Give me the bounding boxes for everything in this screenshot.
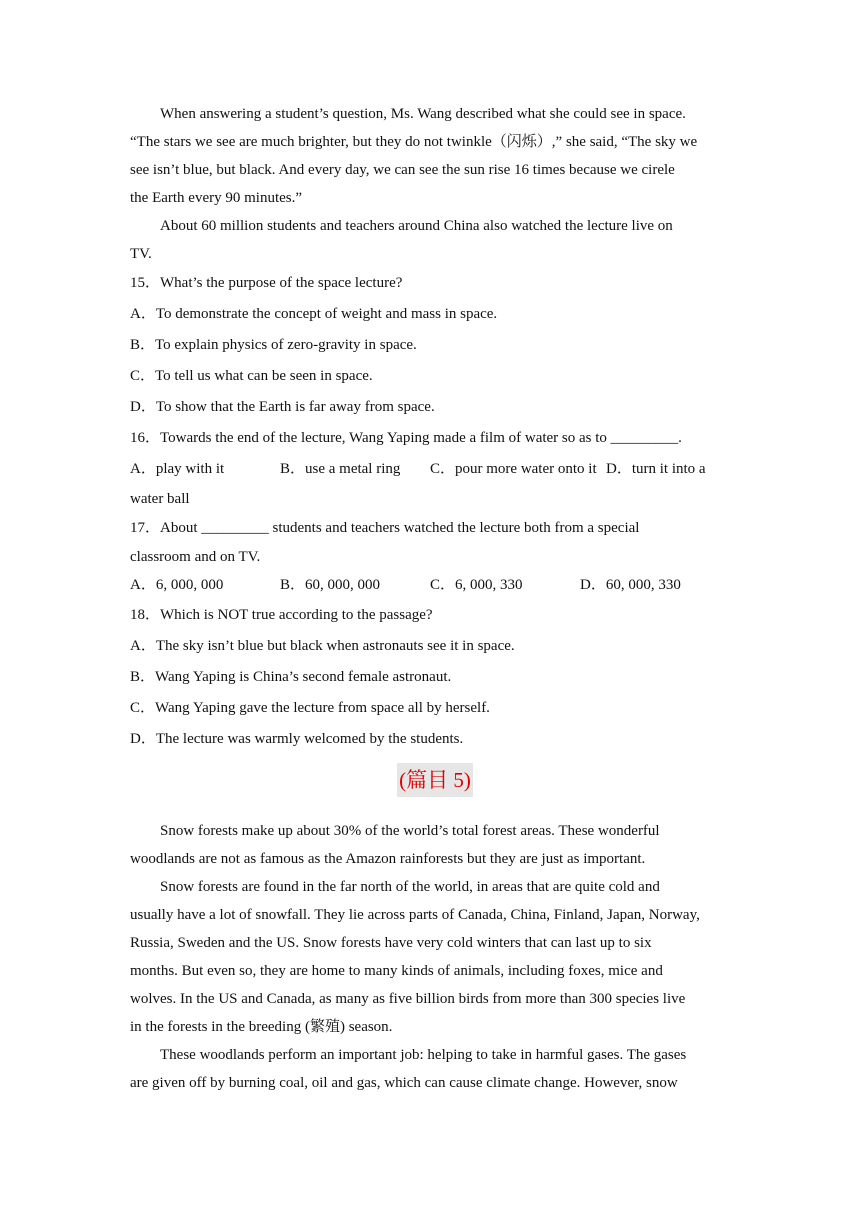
options-row	[130, 571, 740, 600]
passage-paragraph	[130, 212, 740, 268]
text-line: Russia, Sweden and the US. Snow forests have very cold winters that can last up to six	[130, 935, 652, 951]
text-line: in the forests in the breeding (繁殖) season.	[130, 1019, 393, 1035]
question-16	[130, 423, 740, 513]
option-b: B．Wang Yaping is China’s second female astronaut.	[130, 669, 452, 685]
text-line: usually have a lot of snowfall. They lie across parts of Canada, China, Finland, Japan, Norway,	[130, 907, 700, 923]
option-d: D．60, 000, 330	[580, 577, 681, 593]
section-heading-wrap	[130, 763, 740, 799]
option-d: D．To show that the Earth is far away from space.	[130, 399, 435, 415]
passage-paragraph	[130, 1041, 740, 1097]
text-line: When answering a student’s question, Ms. Wang described what she could see in space.	[160, 106, 686, 122]
question-stem: 15．What’s the purpose of the space lecture?	[130, 275, 403, 291]
option-c: C．6, 000, 330	[430, 577, 523, 593]
passage-paragraph	[130, 100, 740, 212]
option-d: D．turn it into a	[606, 461, 706, 477]
passage-paragraph	[130, 817, 740, 873]
option-b: B．60, 000, 000	[280, 577, 381, 593]
option-c: C．Wang Yaping gave the lecture from space all by herself.	[130, 700, 490, 716]
text-line: Snow forests make up about 30% of the world’s total forest areas. These wonderful	[160, 823, 660, 839]
text-line: “The stars we see are much brighter, but they do not twinkle（闪烁）,” she said, “The sky we	[130, 134, 698, 150]
text-line: TV.	[130, 246, 152, 262]
text-line: months. But even so, they are home to many kinds of animals, including foxes, mice and	[130, 963, 663, 979]
text-line: see isn’t blue, but black. And every day, we can see the sun rise 16 times because we cirele	[130, 162, 675, 178]
text-line: are given off by burning coal, oil and gas, which can cause climate change. However, snow	[130, 1075, 678, 1091]
text-line: wolves. In the US and Canada, as many as five billion birds from more than 300 species live	[130, 991, 686, 1007]
text-line: Snow forests are found in the far north of the world, in areas that are quite cold and	[160, 879, 660, 895]
option-c: C．To tell us what can be seen in space.	[130, 368, 373, 384]
option-a: A．6, 000, 000	[130, 577, 224, 593]
document-page	[130, 100, 740, 1097]
options-row	[130, 454, 740, 485]
option-a: A．The sky isn’t blue but black when astronauts see it in space.	[130, 638, 515, 654]
text-line: woodlands are not as famous as the Amazon rainforests but they are just as important.	[130, 851, 646, 867]
question-stem: 18．Which is NOT true according to the passage?	[130, 607, 433, 623]
text-line: About 60 million students and teachers around China also watched the lecture live on	[160, 218, 673, 234]
text-line: These woodlands perform an important job: helping to take in harmful gases. The gases	[160, 1047, 687, 1063]
option-c: C．pour more water onto it	[430, 461, 597, 477]
text-line: the Earth every 90 minutes.”	[130, 190, 303, 206]
question-17	[130, 513, 740, 600]
question-stem: 17．About _________ students and teachers watched the lecture both from a special	[130, 520, 640, 536]
passage-paragraph	[130, 873, 740, 1041]
option-a: A．To demonstrate the concept of weight and mass in space.	[130, 306, 498, 322]
option-d-wrap: water ball	[130, 491, 190, 507]
option-a: A．play with it	[130, 461, 225, 477]
option-d: D．The lecture was warmly welcomed by the students.	[130, 731, 464, 747]
option-b: B．To explain physics of zero-gravity in space.	[130, 337, 417, 353]
option-b: B．use a metal ring	[280, 461, 401, 477]
question-stem: classroom and on TV.	[130, 549, 261, 565]
question-stem: 16．Towards the end of the lecture, Wang Yaping made a film of water so as to _________.	[130, 430, 682, 446]
question-15	[130, 268, 740, 423]
section-heading: (篇目 5)	[397, 763, 473, 797]
question-18	[130, 600, 740, 755]
